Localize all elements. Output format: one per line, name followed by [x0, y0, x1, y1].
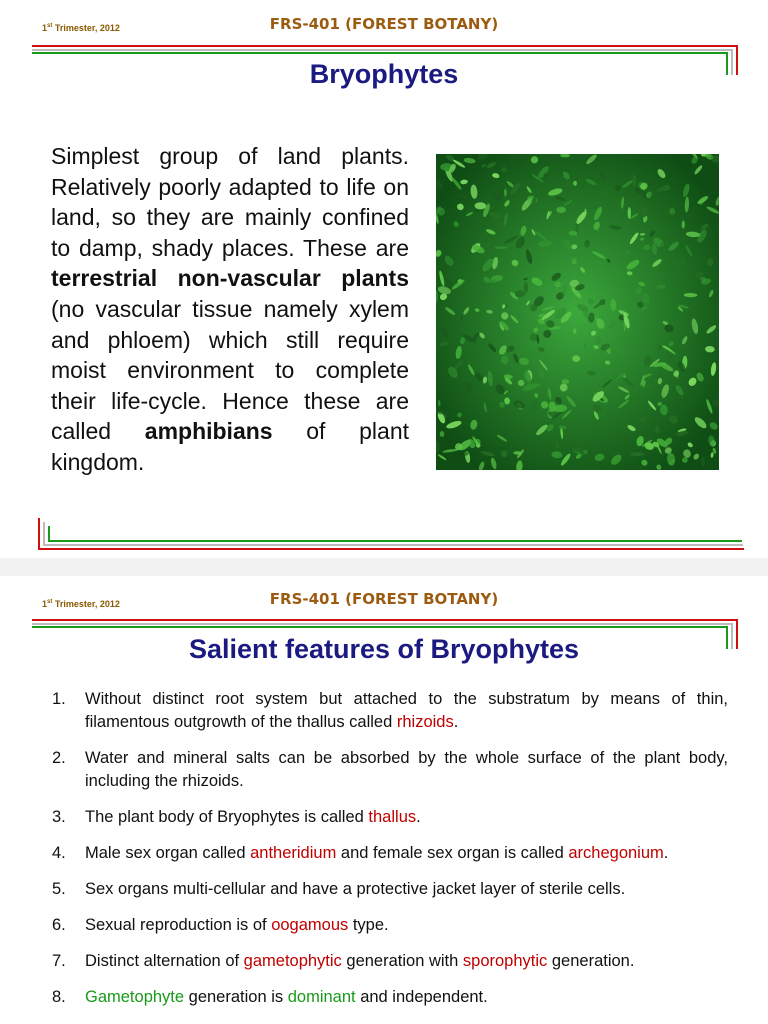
slide-salient-features: [0, 576, 768, 1024]
trimester-label: 1st Trimester, 2012: [42, 23, 120, 33]
header-stripe-red: [32, 45, 738, 47]
moss-photo: [436, 154, 719, 470]
feature-list: [52, 688, 728, 1022]
list-item: 7. Distinct alternation of gametophytic generation with sporophytic generation.: [52, 952, 635, 970]
header-stripe-gray: [32, 623, 732, 625]
slide-title: Bryophytes: [309, 59, 459, 89]
footer-stripe-red-v: [38, 518, 40, 548]
slide-title: Salient features of Bryophytes: [188, 634, 580, 664]
list-item: 8. Gametophyte generation is dominant and independent.: [52, 988, 488, 1006]
footer-stripe-red: [38, 548, 744, 550]
list-item: 4. Male sex organ called antheridium and female sex organ is called archegonium.: [52, 844, 669, 862]
list-item: 6. Sexual reproduction is of oogamous type.: [52, 916, 389, 934]
footer-stripe-green: [48, 540, 742, 542]
header-stripe-gray: [32, 49, 732, 51]
description-paragraph: Simplest group of land plants. Relatively poorly adapted to life on land, so they are mainly confined to damp, shady places. These are terrestrial non-vascular plants (no vascular tissue namely xylem and phloem) which still require moist environment to complete their life-cycle. Hence these are called amphibians of plant kingdom.: [51, 143, 410, 475]
footer-stripe-green-v: [48, 526, 50, 541]
list-item: 3. The plant body of Bryophytes is called thallus.: [52, 808, 421, 826]
footer-stripe-gray: [43, 544, 743, 546]
list-item: 5. Sex organs multi-cellular and have a protective jacket layer of sterile cells.: [52, 880, 626, 898]
trimester-label: 1st Trimester, 2012: [42, 599, 120, 609]
course-header: FRS-401 (FOREST BOTANY): [269, 590, 499, 608]
slide-gap: [0, 558, 768, 576]
list-item: 2. Water and mineral salts can be absorbed by the whole surface of the plant body, including the rhizoids.: [52, 749, 728, 790]
course-header: FRS-401 (FOREST BOTANY): [269, 15, 499, 33]
header-stripe-green: [32, 52, 726, 54]
header-stripe-red: [32, 619, 738, 621]
header-stripe-green: [32, 626, 726, 628]
list-item: 1. Without distinct root system but attached to the substratum by means of thin, filamentous outgrowth of the thallus called rhizoids.: [52, 690, 728, 731]
footer-stripe-gray-v: [43, 522, 45, 544]
